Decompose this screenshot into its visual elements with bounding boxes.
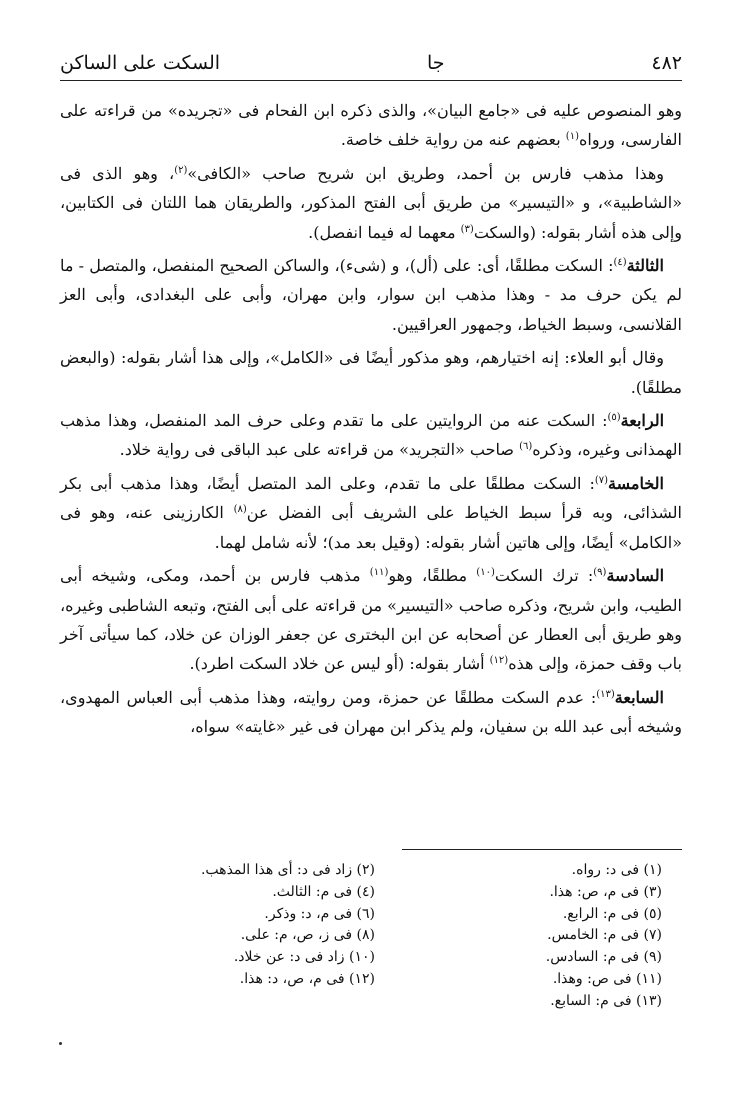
paragraph <box>60 561 682 679</box>
page-header <box>60 46 682 81</box>
paragraph <box>60 251 682 339</box>
footnote: (٦) فى م، د: وذكر. <box>264 905 375 922</box>
text-run: : عدم السكت مطلقًا عن حمزة، ومن روايته، وهذا مذهب أبى العباس المهدوى، وشيخه أبى عبد الله بن سفيان، ولم يذكر ابن مهران فى غير «غايته» سواه، <box>60 687 682 737</box>
volume-label: جا <box>426 52 445 74</box>
section-heading: السادسة <box>606 566 665 586</box>
footnote-ref: (١٠) <box>476 567 495 579</box>
text-run: ، وهو الذى فى «الشاطبية»، و «التيسير» من طريق أبى الفتح المذكور، والطريقان هما اللتان فى الكتابين، وإلى هذه أشار بقوله: (والسكت <box>60 163 682 242</box>
footnote: (١٠) زاد فى د: عن خلاد. <box>233 949 375 966</box>
paragraph <box>60 683 682 742</box>
footnotes <box>150 860 662 1013</box>
footnote: (٩) فى م: السادس. <box>545 949 662 966</box>
footnote: (٨) فى ز، ص، م: على. <box>240 927 375 944</box>
footnote-ref: (٩) <box>593 567 607 579</box>
footnotes-right-column <box>437 860 662 1013</box>
footnote-ref: (٤) <box>613 257 627 269</box>
footnote-ref: (١٢) <box>489 655 509 667</box>
text-run: : السكت عنه من الروايتين على ما تقدم وعلى حرف المد المنفصل، وهذا مذهب الهمذانى وغيره، وذكره <box>60 411 682 460</box>
footnote-ref: (٣) <box>460 223 474 235</box>
footnote: (٢) زاد فى د: أى هذا المذهب. <box>200 862 375 878</box>
text-run: مذهب فارس بن أحمد، ومكى، وشيخه أبى الطيب، وابن شريح، وذكره صاحب «التيسير» من قراءته على أبى الفتح، وتبعه الشاطبى وغيره، وهو طريق أبى العطار عن أصحابه عن ابن البخترى عن جعفر الوزان عن خلاد، كما سيأتى آخر باب وقف حمزة، وإلى هذه <box>60 566 682 674</box>
text-run: أشار بقوله: (أو ليس عن خلاد السكت اطرد). <box>189 654 490 674</box>
paragraph <box>60 343 682 402</box>
text-run: وقال أبو العلاء: إنه اختيارهم، وهو مذكور أيضًا فى «الكامل»، وإلى هذا أشار بقوله: (والبعض مطلقًا). <box>60 348 682 397</box>
text-run: معهما له فيما انفصل). <box>308 222 461 242</box>
text-run: وهذا مذهب فارس بن أحمد، وطريق ابن شريح صاحب «الكافى» <box>187 163 665 183</box>
text-run: صاحب «التجريد» من قراءته على عبد الباقى فى رواية خلاد. <box>119 440 520 460</box>
paragraph <box>60 159 682 247</box>
paragraph <box>60 96 682 155</box>
footnote: (٧) فى م: الخامس. <box>547 927 662 944</box>
text-run: : ترك السكت <box>494 566 594 586</box>
main-text <box>60 96 682 742</box>
section-heading: الرابعة <box>620 411 665 431</box>
footnote-ref: (٥) <box>607 412 621 424</box>
paragraph <box>60 406 682 465</box>
footnotes-left-column <box>150 860 375 1013</box>
footnote-ref: (٧) <box>594 474 609 486</box>
footnote-ref: (١٣) <box>596 688 615 700</box>
text-run: مطلقًا، وهو <box>388 566 477 586</box>
footnote: (٤) فى م: الثالث. <box>272 883 375 900</box>
text-run: بعضهم عنه من رواية خلف خاصة. <box>340 130 566 150</box>
footnote: (١٣) فى م: السابع. <box>550 992 662 1009</box>
chapter-title: السكت على الساكن <box>60 52 221 74</box>
footnote-ref: (٨) <box>233 504 247 516</box>
page-mark <box>59 1042 62 1045</box>
footnote: (٥) فى م: الرابع. <box>562 905 662 922</box>
section-heading: السابعة <box>614 687 664 707</box>
footnote-ref: (٢) <box>174 164 188 176</box>
footnote-divider <box>402 849 682 850</box>
footnote-ref: (١) <box>565 131 579 143</box>
text-run: وهو المنصوص عليه فى «جامع البيان»، والذى ذكره ابن الفحام فى «تجريده» من قراءته على الفارسى، ورواه <box>60 101 682 150</box>
footnote: (١١) فى ص: وهذا. <box>552 970 662 987</box>
text-run: : السكت مطلقًا على ما تقدم، وعلى المد المتصل أيضًا، وهذا مذهب أبى بكر الشذائى، وبه قرأ سبط الخياط على الشريف أبى الفضل عن <box>60 473 682 523</box>
section-heading: الثالثة <box>626 256 664 276</box>
footnote-ref: (١١) <box>369 567 389 579</box>
text-run: : السكت مطلقًا، أى: على (أل)، و (شىء)، والساكن الصحيح المنفصل، والمتصل - ما لم يكن حرف مد - وهذا مذهب ابن سوار، وابن مهران، وأبى على البغدادى، وأبى العز القلانسى، وسبط الخياط، وجمهور العراقيين. <box>60 256 682 334</box>
footnote: (٣) فى م، ص: هذا. <box>549 883 662 900</box>
section-heading: الخامسة <box>608 473 664 493</box>
text-run: الكارزينى عنه، وهو فى «الكامل» أيضًا، وإلى هاتين أشار بقوله: (وقيل بعد مد)؛ لأنه شامل لهما. <box>60 503 682 552</box>
footnote: (١) فى د: رواه. <box>571 862 662 878</box>
footnote-ref: (٦) <box>519 441 533 453</box>
page-number: ٤٨٢ <box>651 52 682 74</box>
footnote: (١٢) فى م، ص، د: هذا. <box>239 970 375 987</box>
paragraph <box>60 469 682 557</box>
